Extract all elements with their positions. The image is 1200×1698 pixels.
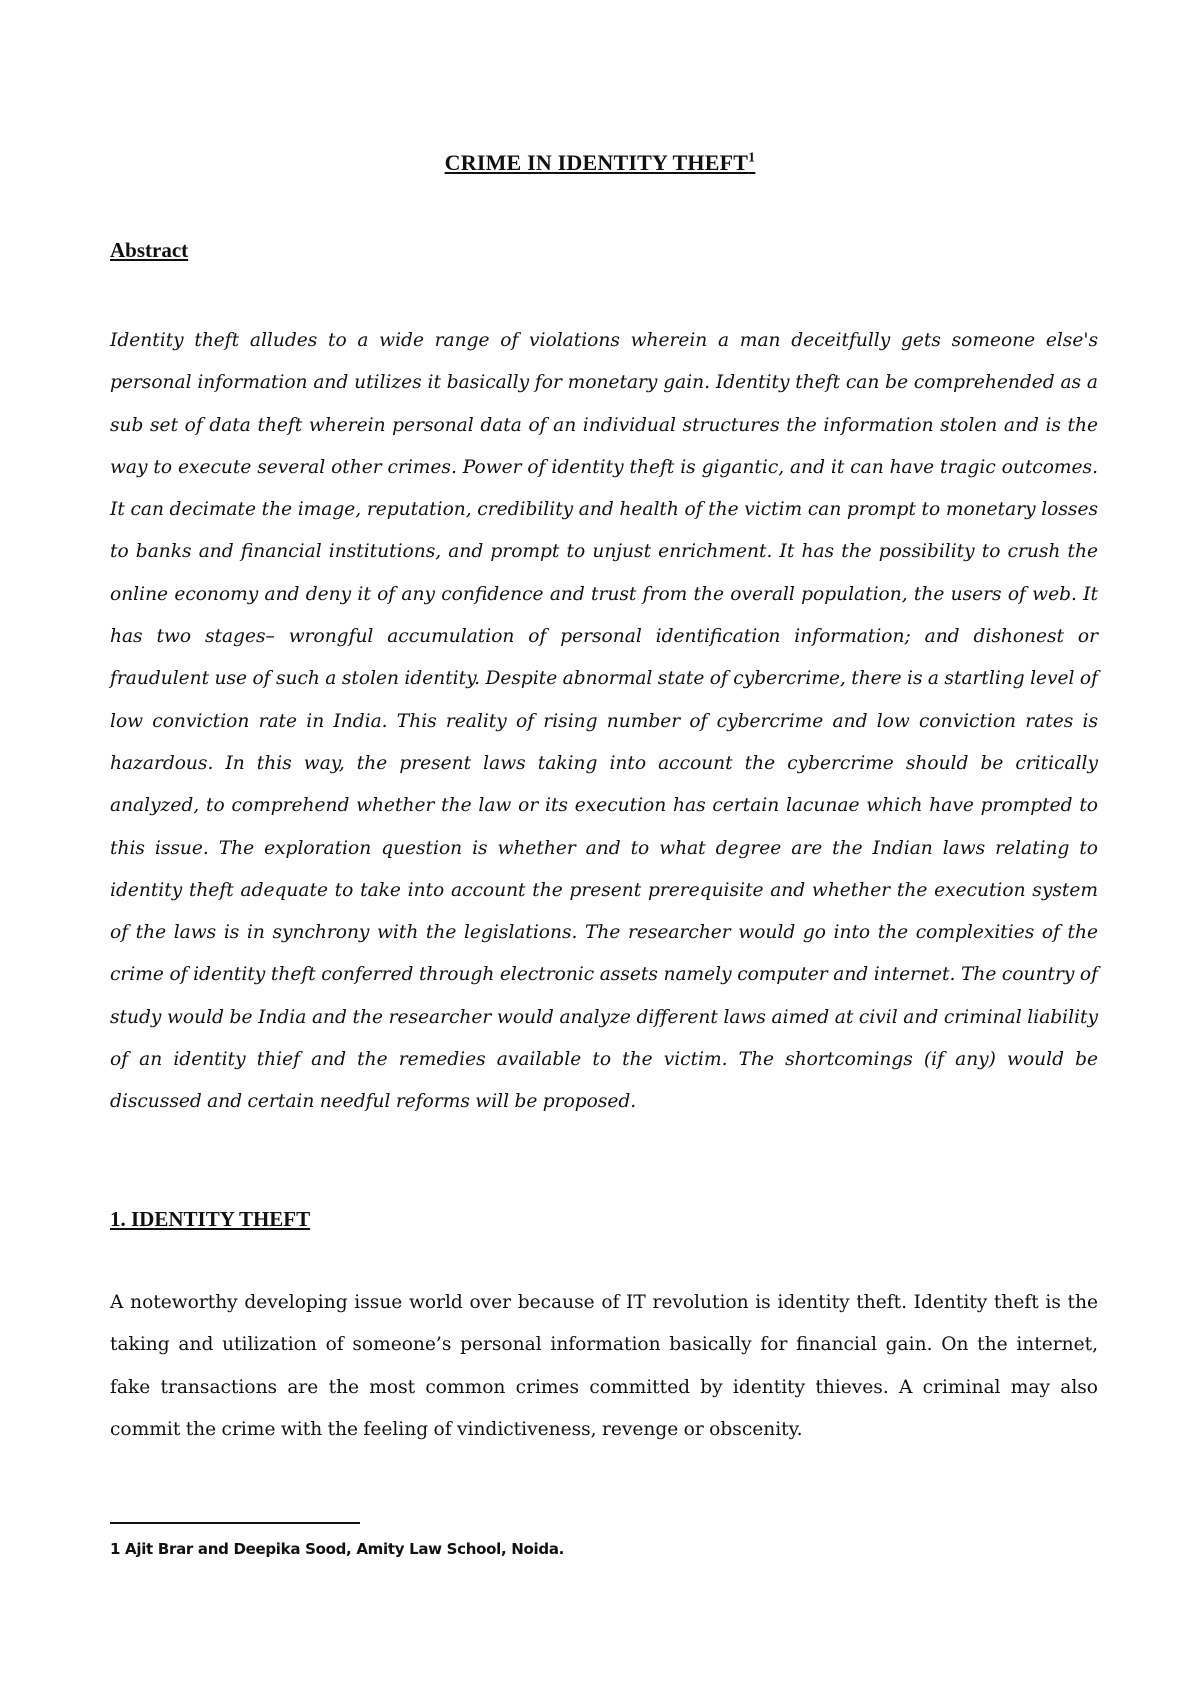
title-text: CRIME IN IDENTITY THEFT (444, 150, 749, 175)
abstract-paragraph: Identity theft alludes to a wide range of violations wherein a man deceitfully gets someone else's personal information and utilizes it basically for monetary gain. Identity theft can be comprehended as a sub set of data theft wherein personal data of an individual structures the information stolen and is the way to execute several other crimes. Power of identity theft is gigantic, and it can have tragic outcomes. It can decimate the image, reputation, credibility and health of the victim can prompt to monetary losses to banks and financial institutions, and prompt to unjust enrichment. It has the possibility to crush the online economy and deny it of any confidence and trust from the overall population, the users of web. It has two stages– wrongful accumulation of personal identification information; and dishonest or fraudulent use of such a stolen identity. Despite abnormal state of cybercrime, there is a startling level of low conviction rate in India. This reality of rising number of cybercrime and low conviction rates is hazardous. In this way, the present laws taking into account the cybercrime should be critically analyzed, to comprehend whether the law or its execution has certain lacunae which have prompted to this issue. The exploration question is whether and to what degree are the Indian laws relating to identity theft adequate to take into account the present prerequisite and whether the execution system of the laws is in synchrony with the legislations. The researcher would go into the complexities of the crime of identity theft conferred through electronic assets namely computer and internet. The country of study would be India and the researcher would analyze different laws aimed at civil and criminal liability of an identity thief and the remedies available to the victim. The shortcomings (if any) would be discussed and certain needful reforms will be proposed. (110, 330, 1098, 1113)
document-title (0, 150, 1200, 176)
section-heading: 1. IDENTITY THEFT (110, 1207, 311, 1231)
section-paragraph: A noteworthy developing issue world over because of IT revolution is identity theft. Identity theft is the taking and utilization of someone’s personal information basically for financial gain. On the internet, fake transactions are the most common crimes committed by identity thieves. A criminal may also commit the crime with the feeling of vindictiveness, revenge or obscenity. (110, 1292, 1098, 1440)
title-footnote-marker[interactable]: 1 (748, 150, 756, 166)
footnote: 1 Ajit Brar and Deepika Sood, Amity Law School, Noida. (110, 1540, 565, 1558)
abstract-heading: Abstract (110, 238, 189, 262)
footnote-divider (110, 1522, 360, 1524)
